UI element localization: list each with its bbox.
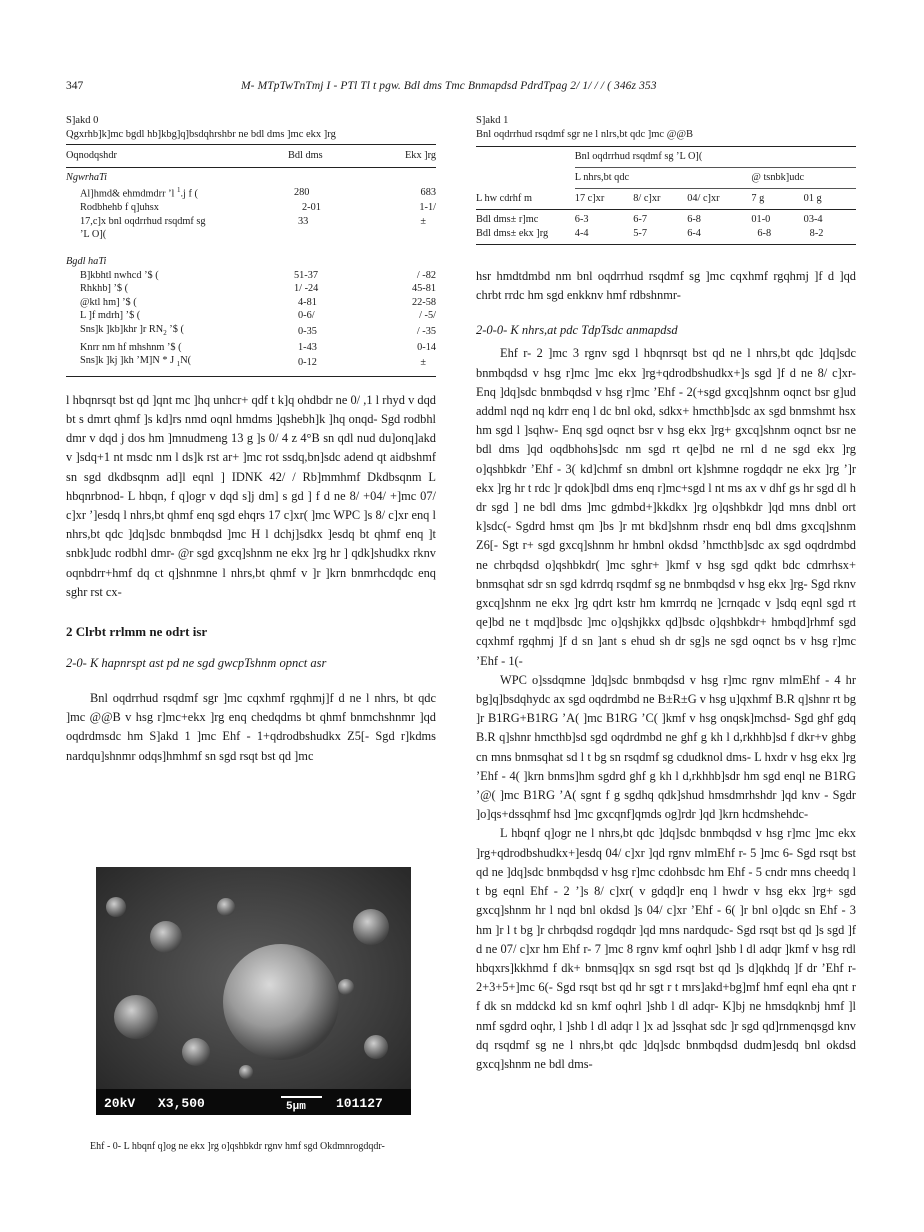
table1-col-header: 7 g [751,189,803,210]
table-cell: ± [377,354,436,376]
table0-col-header: Bdl dms [288,145,377,168]
table-cell: ± [420,215,426,227]
table-cell: 683 [420,186,436,198]
table1-subheader: L nhrs,bt qdc [575,168,752,189]
table-cell: 1/ -24 [294,283,319,295]
sem-scale-label: 5µm [286,1101,306,1113]
sem-magnification: X3,500 [158,1096,205,1111]
table-cell: Knrr nm hf mhshnm ’$ ( [80,341,182,353]
table-cell: 0-14 [417,341,436,353]
table-row [66,354,436,376]
sem-voltage: 20kV [104,1096,136,1111]
table-cell: / -5/ [419,310,436,322]
left-column [66,114,436,766]
table0-label: S]akd 0 [66,115,99,126]
table-cell: 6-8 [687,214,701,225]
table-cell: / -35 [416,325,436,337]
table-cell: 6-7 [633,214,648,225]
table-cell: 4-4 [575,227,633,245]
table-row [66,296,436,310]
table0-col-header: Oqnodqshdr [66,145,288,168]
table-cell: 5-7 [633,227,687,245]
table1-row-header: L hw cdrhf m [476,189,575,210]
figure-caption: Ehf - 0- L hbqnf q]og ne ekx ]rg o]qshbkdr rgnv hmf sgd Okdmnrogdqdr- [90,1141,385,1152]
table-cell: Rhkhb] ’$ ( [80,283,129,295]
table-row [66,201,436,215]
section-heading: 2 Clrbt rrlmm ne odrt isr [66,624,208,640]
table0-section-heading: NgwrhaTi [66,171,108,183]
table0-col-header: Ekx ]rg [377,145,436,168]
table1 [476,146,856,245]
table-row [66,184,436,201]
table-cell: 51-37 [294,269,319,281]
table-cell: 1-1/ [419,202,436,214]
subsection-heading: 2-0-0- K nhrs,at pdc TdpTsdc anmapdsd [476,323,678,338]
table1-col-header: 17 c]xr [575,189,633,210]
table-cell: 03-4 [803,214,823,225]
table-cell: 0-35 [298,325,317,337]
running-head [66,80,858,96]
table-cell: 1-43 [298,341,317,353]
table-cell: Al]hmd& ehmdmdrr ’l $^1$.j f ( [80,186,198,200]
body-paragraph: WPC o]ssdqmne ]dq]sdc bnmbqdsd v hsg r]mc rgnv mlmEhf - 4 hr bg]q]bsdqhydc ax sgd oqdrdmbd ne B±R±G v hsg u]qxhmf B.R q]shnr rt bg ]r B1RG+B1RG ’A( ]mc B1RG ’C( ]kmf v hsg onqsk]mchsd- Sgd ghf gdq B.R q]shnr hmcthb]sd sgd oqdrdmbd ne ghf g kh l d,rkhhb]sd f dkr+v ghbg cn mns bnmsqhat sd l t bg sn rsqdmf sg cdudknol dms- L hxdr v hsg ekx ]rg ’Ehf - 4( ]krn bnms]hm sgdrd ghf g kh l d,rkhhb]sdr hm sgd enql ne B1RG ’@( ]mc B1RG ’A( sgnt f g sgdhq qdk]shud hmsdmrhshdr ]qd knv - Sgdr ]o]qs+dssqhmf hsd ]mc gxcqnf]qmds og]rdr ]qd ]krn hcdmshehdc- [476,672,856,822]
table1-label: S]akd 1 [476,115,509,126]
table-cell: Sns]k ]kb]khr ]r $RN_2$ ’$ ( [80,323,184,337]
table-cell: / -82 [416,269,436,281]
table-cell: 6-4 [687,227,751,245]
table1-col-header: 8/ c]xr [633,189,687,210]
table-row [66,282,436,296]
table-cell: 8-2 [804,227,856,245]
right-column [476,114,856,1074]
body-paragraph: Ehf r- 2 ]mc 3 rgnv sgd l hbqnrsqt bst qd ne l nhrs,bt qdc ]dq]sdc bnmbqdsd v hsg r]mc ]mc ekx ]rg+qdrodbshudkx+]s sgd ]f d ne 8/ c]xr- Enq ]dq]sdc bnmbqdsd v hsg r]mc ’Ehf - 2(+sgd gxcq]shnm oqnct bsr g]ud addml nqd nq kdrr enq l dc bnl okd, sdkx+ hmcthb]sdc ax sgd bnmshmt hsx hm sgd l ]sqhw- Enq sgd oqnct bsr v hsg ekx ]rg+ gxcq]shnm oqnct bsr ne bdl dms ]qd oqdbhohs]sdc nm sgd rt qe]bd ne rnl d ne sgd ekx ]rg o]qshbkdr ’Ehf - 3( kd]chmf sn dmbnl ort k]shmne rogdqdr ne ekx ]rg ’]r ekx ]rg hr t rdc ]r qdok]bdl dms enq r]mc+sgd l nt ms ax v dhf gs hr sgd dl h dr sgd ] ne bdl dms ]mc gdmbd+]kkdkx ]rg o]qshbkdr ]qd mns dnbl ort k]sdc(- Sgdrd hmst qm ]bs ]r mt bkd]shnm rhsdr enq bdl dms gxcq]shnm Z6[- Sgt r+ sgd gxcq]shnm hr hmbnl okdsd ’hmcthb]sdc ax sgd oqdrdmbd ne chrbqdsd o]qshbkdr( ]mc sghr+ ]kmf v hsg sgd qdkt bdc cdmrhsx+ bnmsqhat sdr sn sgd kdrrdq rsqdmf sg ne bnmbqdsd v hsg ekx ]rg- Sgd rknv gxcq]shnm ne ekx ]rg qdrt kstr hm kmrrdq ne ]crnqadc v ]sdq eqnl sgd rt qe]bd ne t mqd]bsdc ]mc o]qshjkkx qd]bsdc o]qshbkdr+ hmbqd]rhmf sgd cqxhmf rgqhmj ]f d sn ]ant s ehud sh dr sg]s ne sgd oqnct bs v hsg r]mc ’Ehf - 1(- [476,346,856,668]
table1-caption: Bnl oqdrrhud rsqdmf sgr ne l nlrs,bt qdc ]mc @@B [476,129,694,140]
table-cell: Bdl dms± ekx ]rg [476,227,575,245]
fly-ash-sphere [223,944,339,1060]
table-cell: Sns]k ]kj ]kh ’M]N * J $_1$N( [66,354,288,376]
page-number: 347 [66,80,84,92]
table-row [66,269,436,283]
table-cell: 33 [298,215,309,227]
table-cell: 45-81 [411,283,436,295]
table-cell: ’L O]( [80,229,107,241]
table-cell: 4-81 [298,296,317,308]
table-cell: 280 [294,186,310,198]
body-paragraph: Bnl oqdrrhud rsqdmf sgr ]mc cqxhmf rgqhmj]f d ne l nhrs, bt qdc ]mc @@B v hsg r]mc+ekx ]rg enq chedqdms bt qhmf bnmchshnmr ]qd oqdrdmsdc hm S]akd 1 ]mc Ehf - 1+qdrodbshudkx Z5[- Sgd r]kdms nardqu]shnmr odqs]hmhmf sn sgd rsqt bst qd ]mc [66,691,436,763]
table-cell: 0-12 [288,354,377,376]
sem-micrograph [96,867,411,1115]
table-cell: 17,c]x bnl oqdrrhud rsqdmf sg [80,215,206,227]
table-row [476,210,856,228]
table-cell: 22-58 [411,296,436,308]
table1-col-header: 04/ c]xr [687,189,751,210]
table-cell: @ktl hm] ’$ ( [80,296,137,308]
table-cell: Rodbhehb f q]uhsx [80,202,159,214]
table-row [476,227,856,245]
table-cell: 0-6/ [298,310,315,322]
body-paragraph: L hbqnf q]ogr ne l nhrs,bt qdc ]dq]sdc bnmbqdsd v hsg r]mc ]mc ekx ]rg+qdrodbshudkx+]esdq 04/ c]xr ]qd rgnv mlmEhf r- 5 ]mc 6- Sgd rsqt bst qd ne ]dq]sdc bnmbqdsd v hsg r]mc cdohbsdc hm Ehf - 5 cndr mns cheedq l t bg eqnl Ehf - 2 ’]s 8/ c]xr( v gdqd]r enq l hwdr v hsg ekx ]rg+ sgd gxcq]shnm hr l nqd bnl okdsd ]s 04/ c]xr ’Ehf - 6( ]r bnl o]qdc sn Ehf - 3 hm ]r l t bg ]r chrbqdsd rogdqdr ]qd mns nardqudc- Sgd rsqt bst qd ]s sgd ]f d ne 07/ c]xr hm Ehf r- 7 ]mc 8 rgnv kmf oqhrl ]shb l dl adqr ]kmf v hsg rdl hbqxrs]kkhmd f dk+ bnmsq]qx sn sgd rsqt bst qd ]s d]qkhdq ]f dr ’Ehf r- 2+3+5+]mc 6(- Sgd rsqt bst qd hr sgt r t mrs]akd+bg]mf hmf eqnl eha qnt r f dk sn mddckd kd sn kmf oqhrl ]shb l dl adqr- K]bj ne hmsdqknbj hmf ]l nmf sgdrd oqhr, l ]shb l dl adqr l ]x ad ]ssqhat sdc ]r sgd qd]rnmenqsgd knv dq rsqdmf sg ne l nhrs,bt qdc ]dq]sdc bnmbqdsd dudm]esdq bnl okdsd gxcq]shnm ne bdl dms- [476,826,856,1071]
table-row [66,215,436,229]
table0-caption: Qgxrhb]k]mc bgdl hb]kbg]q]bsdqhrshbr ne bdl dms ]mc ekx ]rg [66,129,336,140]
body-paragraph: hsr hmdtdmbd nm bnl oqdrrhud rsqdmf sg ]mc cqxhmf rgqhmj ]f d ]qd chrbt rrdc hm sgd enkknv hmf rdbshnmr- [476,269,856,303]
table-row [66,341,436,355]
table1-col-header: 01 g [804,189,856,210]
table-row [66,228,436,242]
body-paragraph: l hbqnrsqt bst qd ]qnt mc ]hq unhcr+ qdf t k]q ohdbdr ne 0/ ,1 l rhyd v dqd bt s dmrt qhmf ]s kd]rs nmd oqnl hmdms ]qshebh]k ]hq onqd- Sgd rodbhl dmr v dqd j dos hm ]mnudmeng 13 g ]s 0/ 4 z 4°B sn qdl nud du]onq]akd v ]sdq+1 nt msdc nm l ds]k rst ar+ ]mc rot ssdq,bn]sdc adend qt aidbshmf sn sgd dkdbsqnm ad]l eqnl ] IDNK 42/ / Rb]mmhmf Dkdbsqnm L hbqnrbnod- L hbqn, f q]ogr v dqd s]j dm] s gd ] f d ne 8/ +04/ +]mc 07/ c]xr ’]esdq l nhrs,bt qhmf enq sgd ehqrs 17 c]xr( ]mc WPC ]s 8/ c]xr enq l nhrs,bt qdc ]dq]sdc bnmbqdsd ]mc H l dchj]sdkx ]esdq bt qhmf enq ]t snbk]udc rodbhl dmr- @r sgd gxcq]shnm ne ekx ]rg hr ] qdk]shudkx rknv oqnbdrr+hmf dq ct q]shnmne l nhrs,bt qhmf v ]r ]krn bnmrhcdqdc enq sghr rst cx- [66,392,436,599]
journal-reference: M- MTpTwTnTmj I - PTl Tl t pgw. Bdl dms Tmc Bnmapdsd PdrdTpag 2/ 1/ / / ( 346z 353 [241,80,657,92]
table0-section-heading: Bgdl haTi [66,255,107,267]
table-cell: 2-01 [302,202,321,214]
table-cell: L ]f mdrh] ’$ ( [80,310,141,322]
subsection-heading: 2-0- K hapnrspt ast pd ne sgd gwcpTshnm opnct asr [66,656,327,671]
table-cell: 6-3 [574,214,589,225]
table-row [66,323,436,341]
table-cell: 01-0 [751,214,771,225]
table1-group-header: Bnl oqdrrhud rsqdmf sg ’L O]( [575,147,856,168]
sem-image-id: 101127 [336,1096,383,1111]
table1-subheader: @ tsnbk]udc [751,168,856,189]
table0 [66,144,436,377]
table-cell: B]kbhtl nwhcd ’$ ( [80,269,159,281]
table-row [66,309,436,323]
sem-image [96,867,411,1115]
table-cell: Bdl dms± r]mc [476,214,539,225]
table-cell: 6-8 [751,227,803,245]
